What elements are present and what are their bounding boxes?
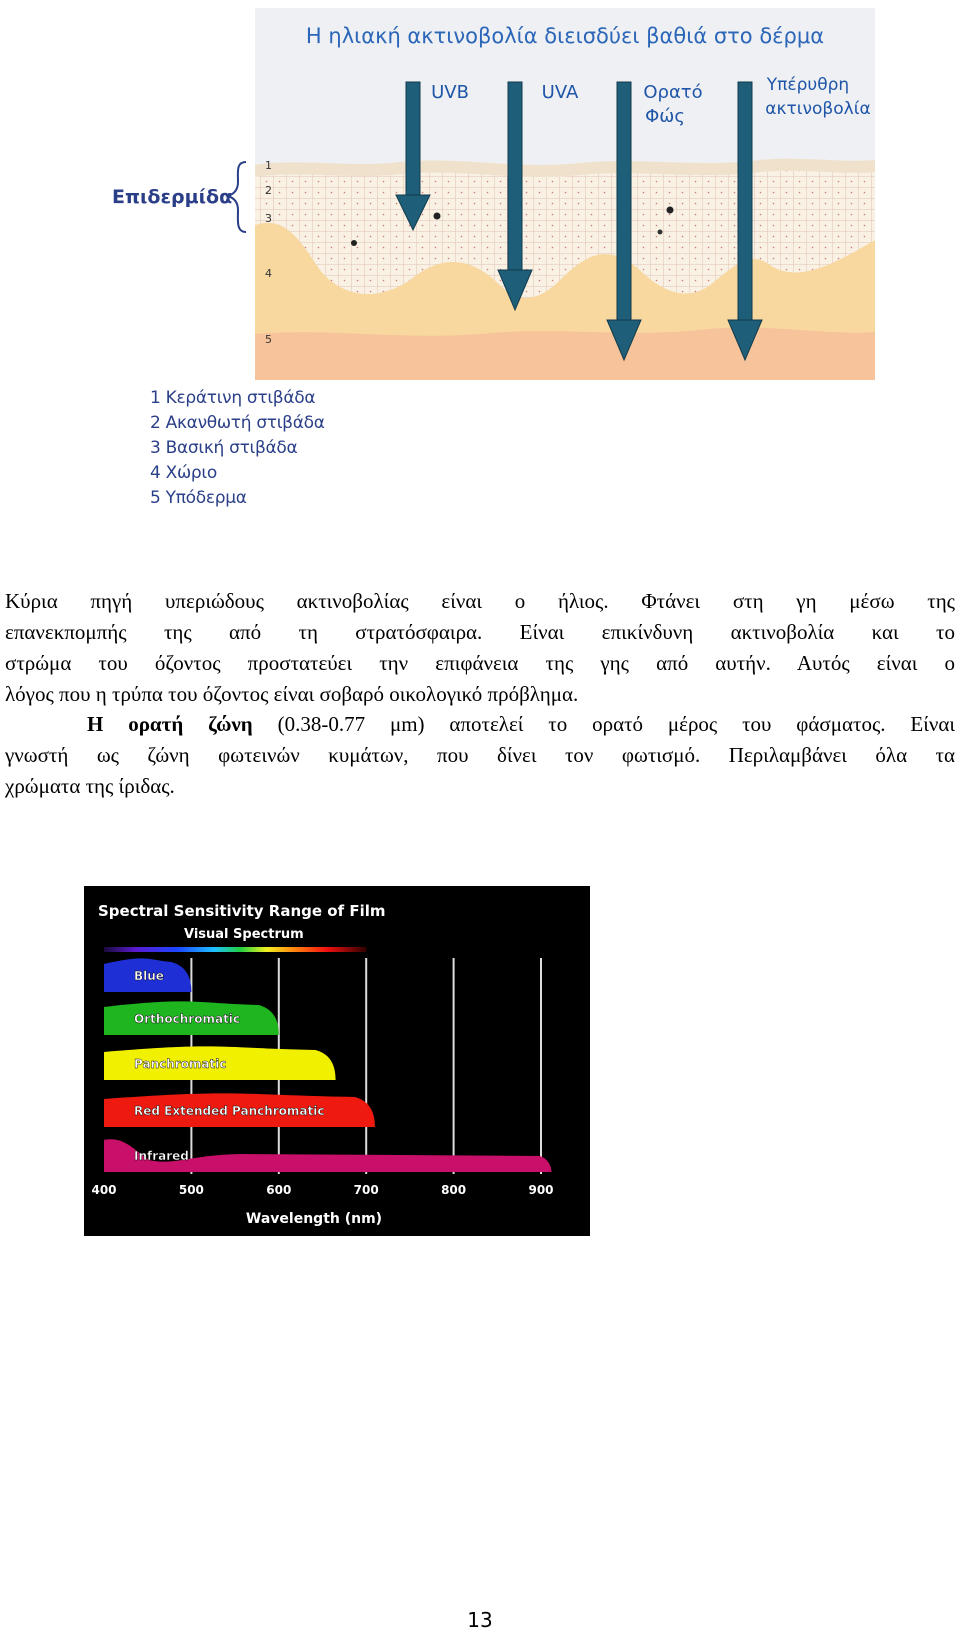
ray-label-uva: UVA [541, 82, 579, 103]
chart-title: Spectral Sensitivity Range of Film [98, 902, 386, 920]
paragraph-line: στρώμα του όζοντος προστατεύει την επιφάνεια της γης από αυτήν. Αυτός είναι ο [5, 651, 955, 675]
band-label: Panchromatic [134, 1057, 227, 1071]
legend-item: 4 Χώριο [150, 463, 217, 483]
paragraph-line: επανεκπομπής της από τη στρατόσφαιρα. Είναι επικίνδυνη ακτινοβολία και το [5, 620, 955, 644]
paragraph-line: λόγος που η τρύπα του όζοντος είναι σοβαρό οικολογικό πρόβλημα. [5, 682, 579, 706]
x-tick-label: 800 [441, 1183, 467, 1197]
band-label: Red Extended Panchromatic [134, 1104, 325, 1118]
figure-title: Η ηλιακή ακτινοβολία διεισδύει βαθιά στο δέρμα [305, 24, 825, 48]
skin-layers-figure [0, 0, 960, 530]
x-axis-label: Wavelength (nm) [245, 1211, 383, 1227]
band-label: Blue [134, 969, 164, 983]
visual-spectrum-label: Visual Spectrum [184, 927, 304, 942]
layer-number-3: 3 [265, 212, 272, 225]
visible-zone-definition: (0.38-0.77 μm) αποτελεί το ορατό μέρος του φάσματος. Είναι [252, 712, 955, 736]
visible-zone-term: Η ορατή ζώνη [87, 712, 253, 736]
visible-zone-paragraph [5, 709, 955, 802]
layer-number-2: 2 [265, 184, 272, 197]
x-tick-label: 900 [528, 1183, 554, 1197]
x-tick-label: 400 [91, 1183, 117, 1197]
x-tick-label: 600 [266, 1183, 292, 1197]
ultraviolet-paragraph [5, 586, 955, 710]
epidermis-brace [228, 162, 246, 232]
x-tick-label: 500 [178, 1183, 204, 1197]
epidermis-label: Επιδερμίδα [112, 186, 233, 208]
film-sensitivity-chart [84, 886, 590, 1236]
paragraph-line: γνωστή ως ζώνη φωτεινών κυμάτων, που δίνει τον φωτισμό. Περιλαμβάνει όλα τα [5, 743, 955, 767]
layer-number-1: 1 [265, 159, 272, 172]
layer-number-5: 5 [265, 333, 272, 346]
legend-item: 5 Υπόδερμα [150, 488, 247, 508]
band-label: Orthochromatic [134, 1012, 241, 1026]
page-number: 13 [467, 1608, 493, 1632]
ray-label-visible-line1: Ορατό [643, 82, 703, 103]
ray-label-visible-line2: Φώς [645, 106, 685, 127]
paragraph-line: Κύρια πηγή υπεριώδους ακτινοβολίας είναι ο ήλιος. Φτάνει στη γη μέσω της [5, 589, 955, 613]
legend-item: 3 Βασική στιβάδα [150, 438, 298, 458]
band-label: Infrared [134, 1149, 189, 1163]
ray-label-infrared-line2: ακτινοβολία [765, 99, 871, 119]
legend-item: 2 Ακανθωτή στιβάδα [150, 413, 325, 433]
ray-label-uvb: UVB [431, 82, 469, 103]
paragraph-line [5, 709, 955, 740]
x-tick-label: 700 [353, 1183, 379, 1197]
visual-spectrum-bar [104, 947, 366, 952]
paragraph-line: χρώματα της ίριδας. [5, 774, 175, 798]
ray-label-infrared-line1: Υπέρυθρη [766, 75, 850, 95]
layer-number-4: 4 [265, 267, 272, 280]
legend-item: 1 Κεράτινη στιβάδα [150, 388, 316, 408]
